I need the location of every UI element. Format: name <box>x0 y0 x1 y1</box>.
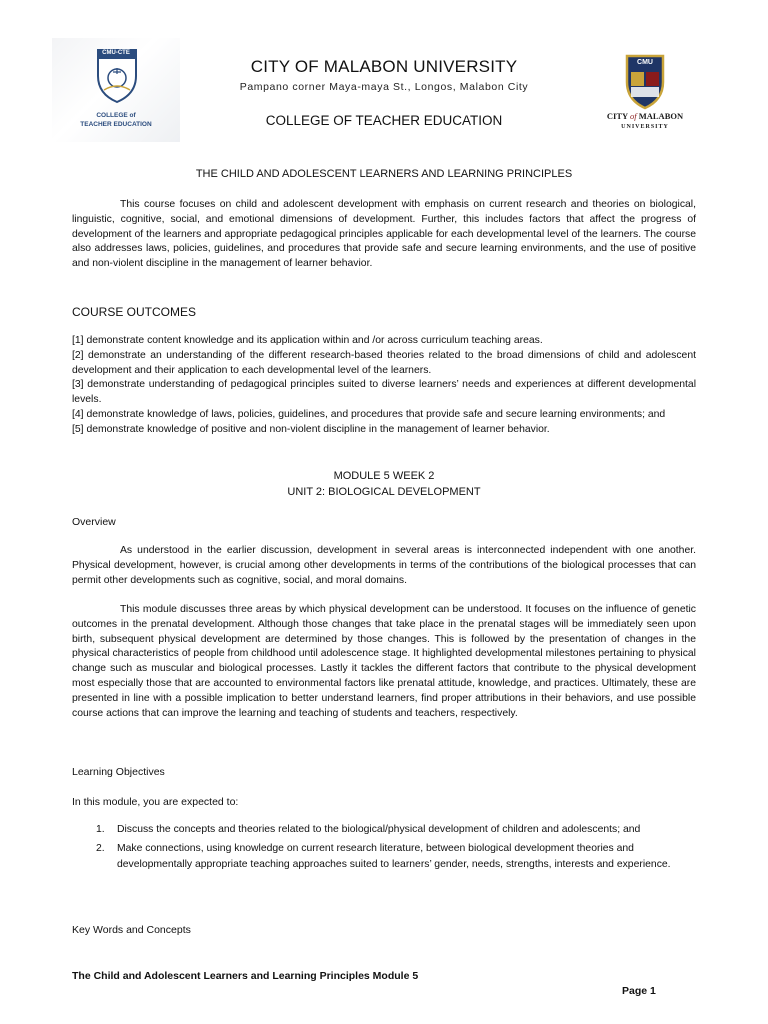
list-item-text: Discuss the concepts and theories related to the biological/physical development of children and adolescents; and <box>117 824 641 835</box>
logo-line-1: COLLEGE of <box>96 112 136 119</box>
list-item <box>72 841 692 874</box>
logo-line-2: TEACHER EDUCATION <box>80 121 152 128</box>
course-outcomes-list <box>72 334 696 438</box>
university-address: Pampano corner Maya-maya St., Longos, Malabon City <box>239 81 529 93</box>
university-name: CITY OF MALABON UNIVERSITY <box>250 57 518 76</box>
overview-heading: Overview <box>72 516 116 528</box>
college-name: COLLEGE OF TEACHER EDUCATION <box>265 113 503 128</box>
list-item: [2] demonstrate an understanding of the different research-based theories related to the broad dimensions of child and adolescent development and their application to each developmental level of the learners. <box>72 349 696 376</box>
list-item: [5] demonstrate knowledge of positive and non-violent discipline in the management of learner behavior. <box>72 423 550 435</box>
logo-word-malabon: MALABON <box>638 111 684 121</box>
unit-title: UNIT 2: BIOLOGICAL DEVELOPMENT <box>287 486 481 498</box>
list-item: [3] demonstrate understanding of pedagogical principles suited to diverse learners’ needs and experiences at different developmental levels. <box>72 379 696 406</box>
logo-word-of: of <box>629 111 637 121</box>
list-item-number: 1. <box>96 824 105 835</box>
logo-word-university: UNIVERSITY <box>621 124 669 130</box>
objectives-intro: In this module, you are expected to: <box>72 796 239 808</box>
module-week: MODULE 5 WEEK 2 <box>333 470 435 482</box>
list-item-text: Make connections, using knowledge on current research literature, between biological development theories and developmentally appropriate teaching approaches suited to learners’ gender, needs, strengths, interests and experience. <box>117 842 671 871</box>
list-item: [4] demonstrate knowledge of laws, policies, guidelines, and procedures that provide safe and secure learning environments; and <box>72 408 666 420</box>
page-number: Page 1 <box>622 985 656 997</box>
learning-objectives-list <box>72 822 692 876</box>
overview-paragraph-2: This module discusses three areas by which physical development can be understood. It focuses on the influence of genetic outcomes in the prenatal development. Although those changes that take place in the prenatal stages will be immediately seen upon birth, subsequent physical development are determined by those changes. This is followed by the presentation of changes in the physical characteristics of people from childhood until adolescence stage. It highlighted developmental milestones pertaining to physical change such as muscular and biological processes. Lastly it tackles the different factors that contribute to the physical development most especially those that are accounted to environmental factors like prenatal attitude, knowledge, and practices. Ultimately, these are presented in line with a possible implication to better understand learners, find proper attributions in their behaviors, and use possible course actions that can improve the learning and teaching of students and teachers, respectively. <box>72 604 696 719</box>
logo-word-city: CITY <box>606 111 628 121</box>
list-item <box>72 822 692 839</box>
logo-badge-cmu: CMU <box>637 59 653 66</box>
course-outcomes-heading: COURSE OUTCOMES <box>72 305 197 319</box>
list-item: [1] demonstrate content knowledge and its application within and /or across curriculum teaching areas. <box>72 335 543 346</box>
course-title: THE CHILD AND ADOLESCENT LEARNERS AND LEARNING PRINCIPLES <box>195 168 573 180</box>
learning-objectives-heading: Learning Objectives <box>72 766 165 778</box>
key-words-heading: Key Words and Concepts <box>72 924 191 936</box>
logo-badge-text: CMU-CTE <box>102 50 130 56</box>
list-item-number: 2. <box>96 842 105 854</box>
footer-title: The Child and Adolescent Learners and Learning Principles Module 5 <box>72 970 419 982</box>
overview-paragraph-1: As understood in the earlier discussion, development in several areas is interconnected independent with one another. Physical development, however, is crucial among other developments in terms of the contributions of the biological processes that can permit other developments such as cognitive, social, and moral domains. <box>72 545 696 586</box>
course-description: This course focuses on child and adolescent development with emphasis on current research and theories on biological, linguistic, cognitive, social, and emotional dimensions of development. Further, this includes factors that affect the progress of development of the learners and appropriate pedagogical principles applicable for each developmental level of the learners. The course also addresses laws, policies, guidelines, and procedures that provide safe and secure learning environments, and the use of positive and non-violent discipline in the management of learner behavior. <box>72 199 696 270</box>
